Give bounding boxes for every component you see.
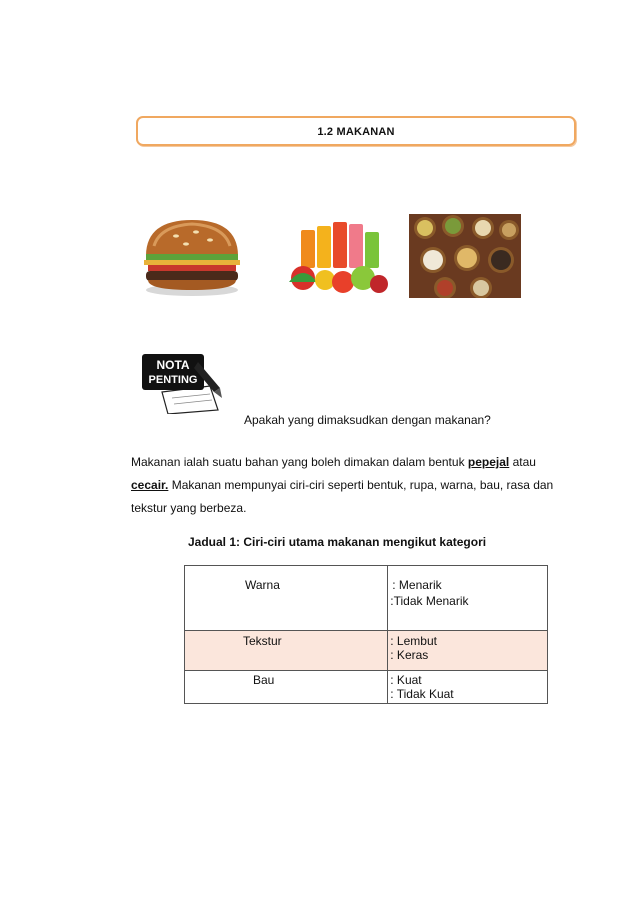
penting-label: PENTING <box>148 374 198 386</box>
value-label: : Tidak Kuat <box>390 687 454 701</box>
table-caption: Jadual 1: Ciri-ciri utama makanan mengikut kategori <box>188 535 487 549</box>
values-cell <box>388 631 548 671</box>
keyword-pepejal: pepejal <box>467 455 510 469</box>
keyword-cecair: cecair. <box>131 478 169 492</box>
values-cell <box>388 671 548 704</box>
table-row <box>185 631 548 671</box>
grains-and-spices-image <box>409 214 521 298</box>
page-title: 1.2 MAKANAN <box>317 126 395 138</box>
table-row <box>185 671 548 704</box>
value-label: : Lembut <box>390 634 437 648</box>
category-cell <box>185 671 388 704</box>
fruits-and-juices-image <box>285 212 390 298</box>
category-label: Bau <box>253 673 275 687</box>
table-row <box>185 566 548 631</box>
value-label: :Tidak Menarik <box>390 594 469 608</box>
category-cell <box>185 566 388 631</box>
value-label: : Keras <box>390 648 429 662</box>
category-label: Tekstur <box>243 634 282 648</box>
nota-penting-icon <box>140 352 224 414</box>
category-label: Warna <box>245 578 280 592</box>
question-text: Apakah yang dimaksudkan dengan makanan? <box>244 413 491 427</box>
value-label: : Kuat <box>390 673 422 687</box>
title-box <box>136 116 576 146</box>
paragraph-part1: Makanan ialah suatu bahan yang boleh dimakan dalam bentuk <box>131 455 468 469</box>
paragraph-part3: Makanan mempunyai ciri-ciri seperti bentuk, rupa, warna, bau, rasa dan tekstur yang berbeza. <box>131 478 554 515</box>
paragraph-part2: atau <box>509 455 536 469</box>
value-label: : Menarik <box>392 578 442 592</box>
values-cell <box>388 566 548 631</box>
nota-label: NOTA <box>156 358 190 372</box>
burger-image <box>140 216 244 298</box>
definition-paragraph <box>131 451 571 520</box>
category-cell <box>185 631 388 671</box>
characteristics-table <box>184 565 548 704</box>
